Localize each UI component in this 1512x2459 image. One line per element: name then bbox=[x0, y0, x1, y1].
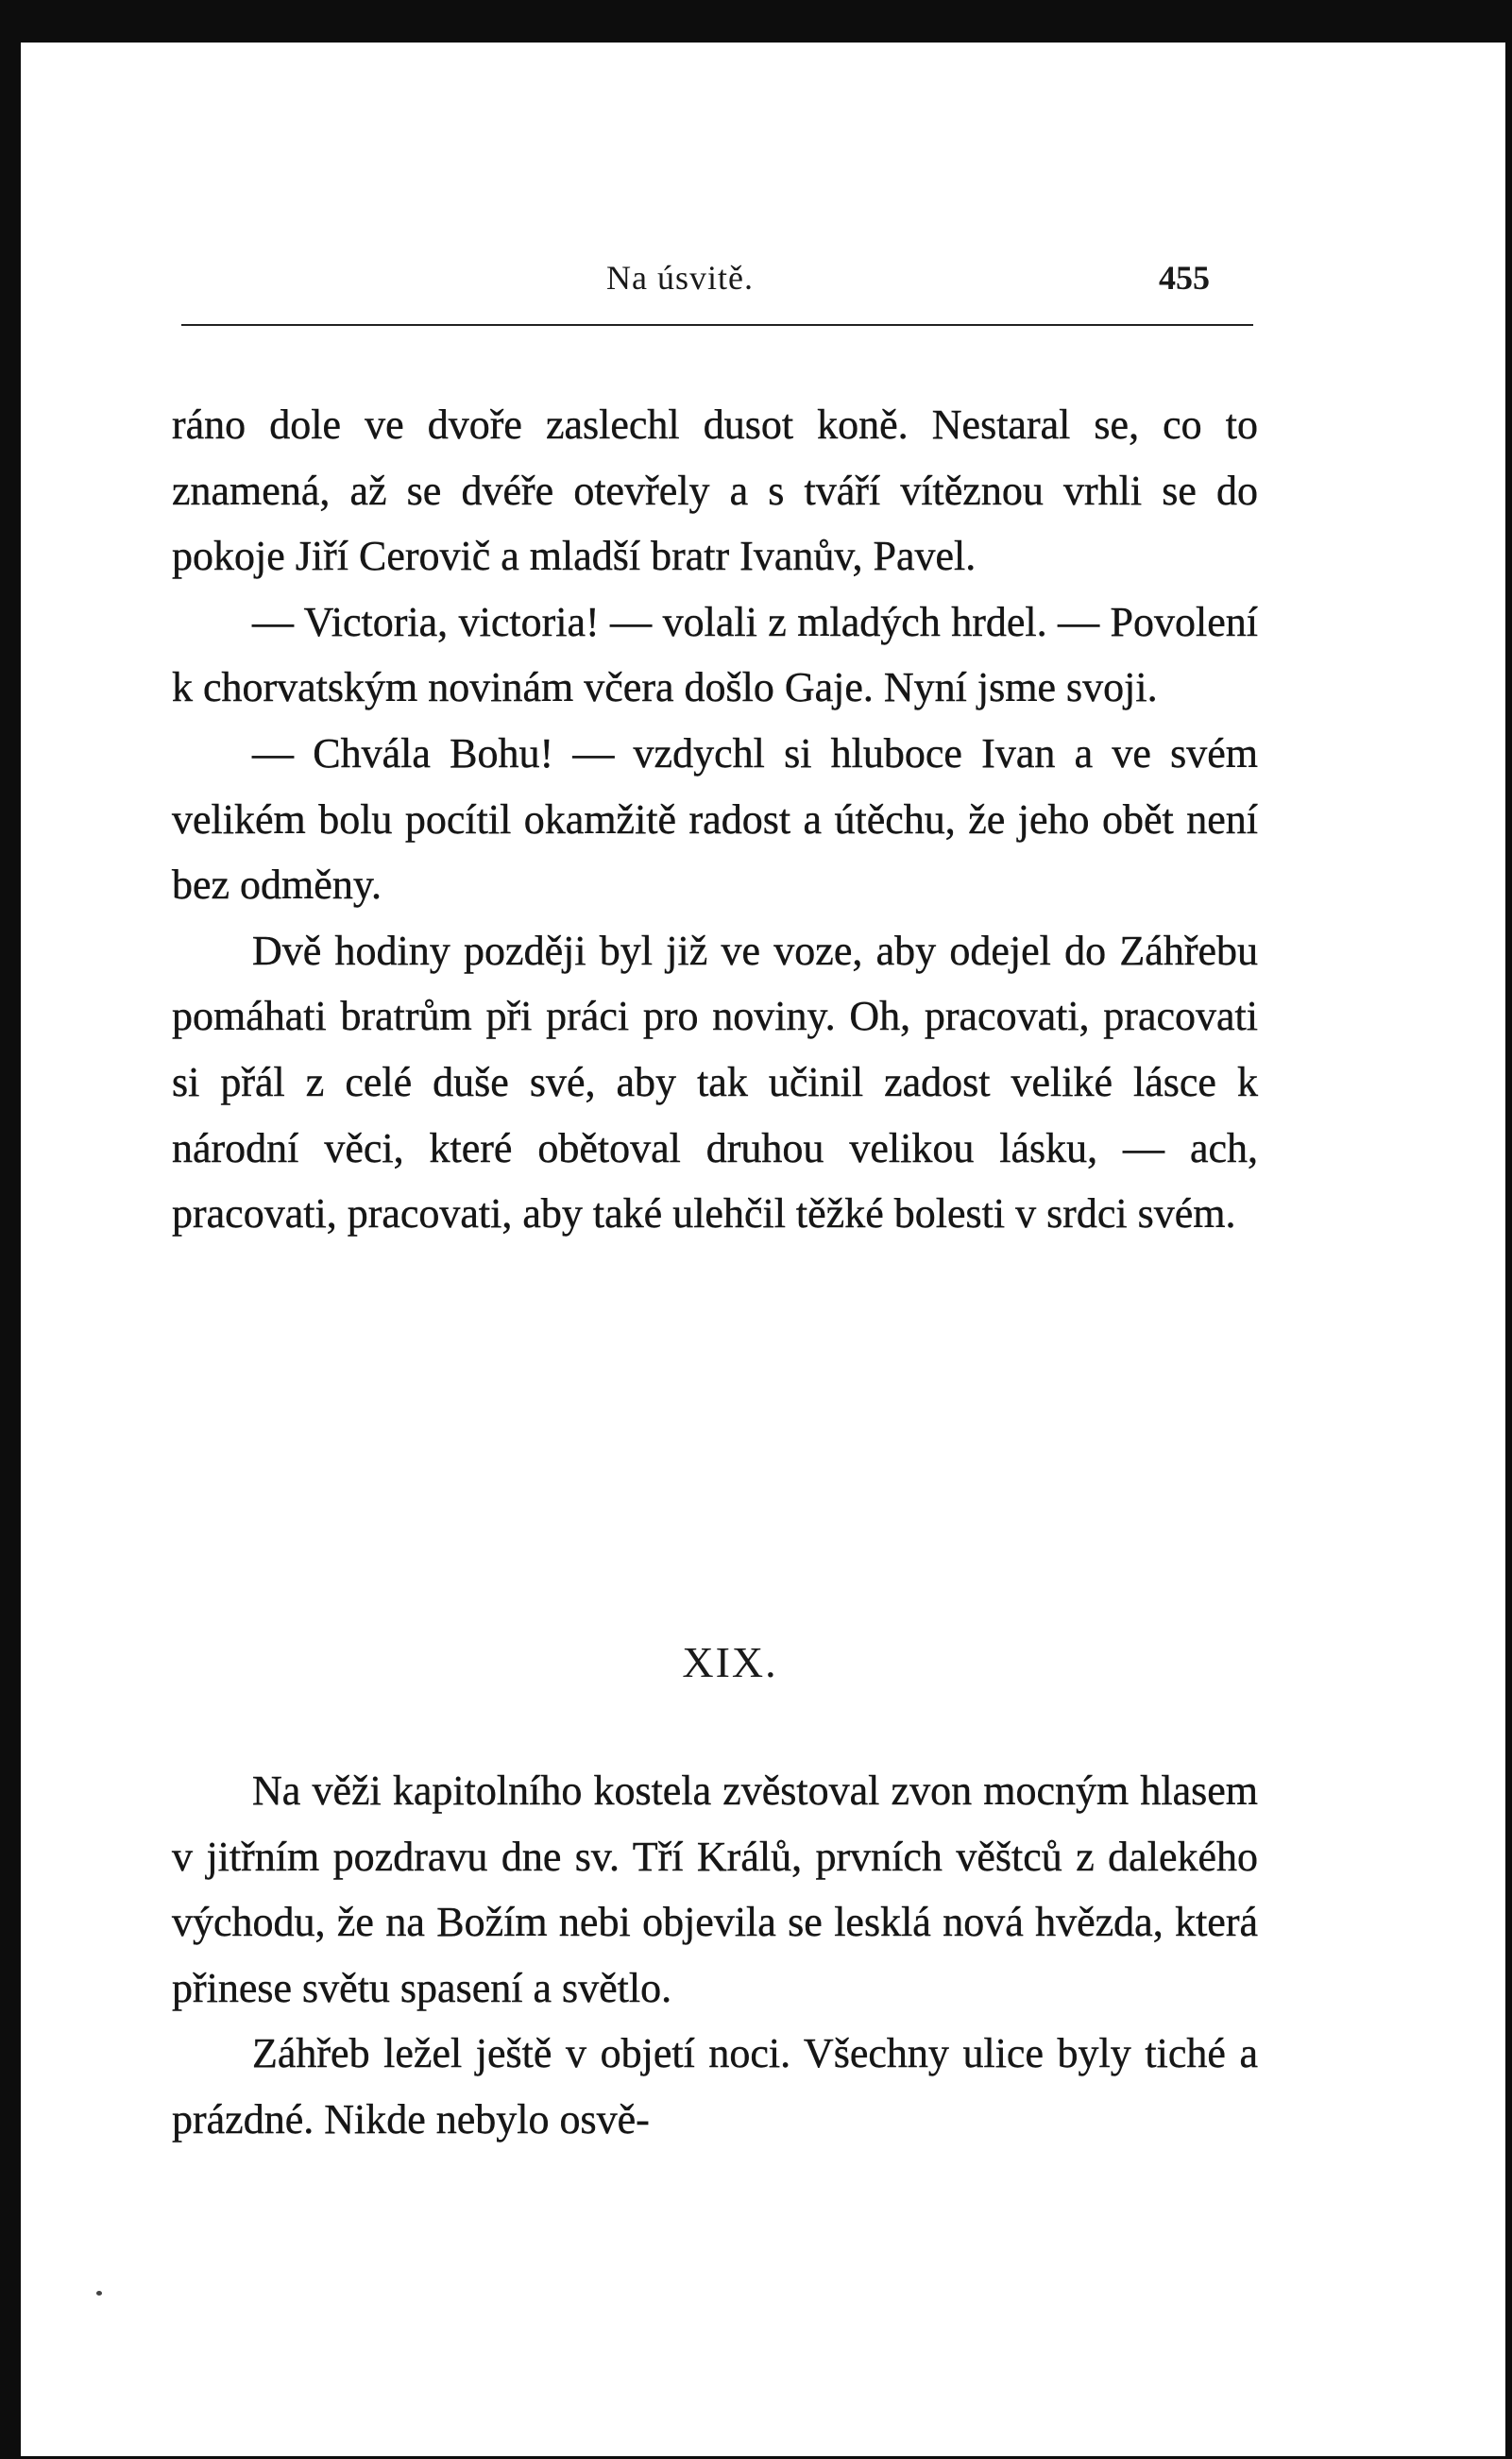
chapter-heading bbox=[21, 1637, 1505, 1687]
book-page bbox=[21, 43, 1505, 2456]
scan-speck bbox=[96, 2291, 102, 2296]
chapter-number: XIX. bbox=[682, 1638, 778, 1686]
chapter-body-text bbox=[172, 1758, 1258, 2153]
header-rule bbox=[181, 324, 1253, 326]
running-title: Na úsvitě. bbox=[606, 259, 754, 297]
paragraph: ráno dole ve dvoře zaslechl dusot koně. Nestaral se, co to znamená, až se dvéře otevřely a s tváří vítěznou vrhli se do pokoje Jiří Cerovič a mladší bratr Ivanův, Pavel. bbox=[172, 401, 1258, 580]
page-number: 455 bbox=[1159, 259, 1210, 297]
paragraph: Záhřeb ležel ještě v objetí noci. Všechny ulice byly tiché a prázdné. Nikde nebylo osvě- bbox=[172, 2030, 1258, 2143]
paragraph: Na věži kapitolního kostela zvěstoval zvon mocným hlasem v jitřním pozdravu dne sv. Tří Králů, prvních věštců z dalekého východu, že na Božím nebi objevila se lesklá nová hvězda, která přinese světu spasení a světlo. bbox=[172, 1767, 1258, 2011]
paragraph: Dvě hodiny později byl již ve voze, aby odejel do Záhřebu pomáhati bratrům při práci pro noviny. Oh, pracovati, pracovati si přál z celé duše své, aby tak učinil zadost veliké lásce k národní věci, které obětoval druhou velikou lásku, — ach, pracovati, pracovati, aby také ulehčil těžké bolesti v srdci svém. bbox=[172, 927, 1258, 1238]
paragraph: — Victoria, victoria! — volali z mladých hrdel. — Povolení k chorvatským novinám včera došlo Gaje. Nyní jsme svoji. bbox=[172, 598, 1258, 711]
paragraph: — Chvála Bohu! — vzdychl si hluboce Ivan a ve svém velikém bolu pocítil okamžitě radost a útěchu, že jeho obět není bez odměny. bbox=[172, 729, 1258, 909]
body-text-continued bbox=[172, 392, 1258, 1247]
